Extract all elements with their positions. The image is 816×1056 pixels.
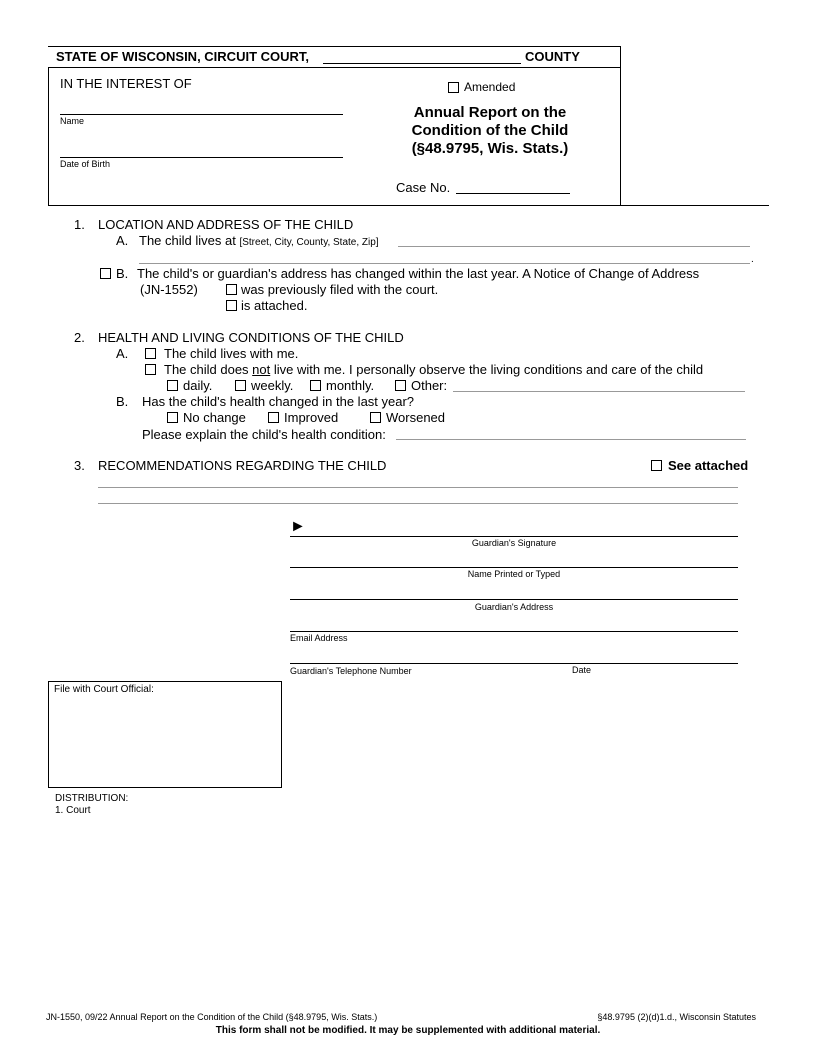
other-label: Other: [411,378,448,393]
date-caption: Date [572,665,592,675]
address-changed-text: The child's or guardian's address has changed within the last year. A Notice of Change of Address [137,266,700,281]
previously-filed-label: was previously filed with the court. [241,282,439,297]
title-line-2: Condition of the Child [411,122,569,139]
file-with-court-label: File with Court Official: [54,684,154,695]
not-emphasis: not [252,362,271,377]
county-label: COUNTY [525,49,580,64]
child-address-line-2[interactable] [139,263,750,264]
dob-caption: Date of Birth [60,159,111,169]
section1-b-label: B. [116,266,129,281]
not-live-with-me-checkbox[interactable] [145,364,156,375]
see-attached-label: See attached [668,458,749,473]
guardian-signature-caption: Guardian's Signature [471,538,557,548]
no-change-label: No change [183,410,246,425]
amended-label: Amended [464,80,516,94]
section2-heading: HEALTH AND LIVING CONDITIONS OF THE CHILD [98,330,404,345]
dob-field[interactable] [60,157,343,158]
not-live-post: live with me. I personally observe the living conditions and care of the child [270,362,704,377]
case-no-label: Case No. [396,180,451,195]
header-right-divider [620,46,621,206]
section1-heading: LOCATION AND ADDRESS OF THE CHILD [98,217,354,232]
name-printed-caption: Name Printed or Typed [467,569,561,579]
file-with-court-box[interactable] [48,681,282,788]
title-line-1: Annual Report on the [413,104,567,121]
telephone-date-field[interactable] [290,663,738,664]
section2-a-label: A. [116,346,129,361]
daily-label: daily. [183,378,213,393]
lives-with-me-label: The child lives with me. [164,346,299,361]
weekly-label: weekly. [251,378,294,393]
not-live-pre: The child does [164,362,253,377]
child-lives-at-label [139,233,379,248]
not-live-with-me-label [164,362,703,377]
guardian-address-caption: Guardian's Address [474,602,554,612]
distribution-heading: DISTRIBUTION: [55,793,129,804]
email-field[interactable] [290,631,738,632]
county-field[interactable] [323,63,521,64]
recommendations-line-2[interactable] [98,503,738,504]
worsened-checkbox[interactable] [370,412,381,423]
lives-with-me-checkbox[interactable] [145,348,156,359]
monthly-checkbox[interactable] [310,380,321,391]
child-address-line-1[interactable] [398,246,750,247]
see-attached-checkbox[interactable] [651,460,662,471]
monthly-label: monthly. [326,378,375,393]
section3-number: 3. [74,458,85,473]
section1-number: 1. [74,217,85,232]
title-line-3: (§48.9795, Wis. Stats.) [411,140,569,157]
header-bottom-rule [48,205,769,206]
footer-statute: §48.9795 (2)(d)1.d., Wisconsin Statutes [597,1012,756,1022]
telephone-caption: Guardian's Telephone Number [290,666,412,676]
form-title [370,104,610,158]
case-no-field[interactable] [456,193,570,194]
child-name-field[interactable] [60,114,343,115]
distribution-item-1: 1. Court [55,805,91,816]
child-lives-at-text: The child lives at [139,233,236,248]
no-change-checkbox[interactable] [167,412,178,423]
other-field[interactable] [453,391,745,392]
explain-health-field[interactable] [396,439,746,440]
footer-form-id: JN-1550, 09/22 Annual Report on the Condition of the Child (§48.9795, Wis. Stats.) [46,1012,378,1022]
previously-filed-checkbox[interactable] [226,284,237,295]
court-heading: STATE OF WISCONSIN, CIRCUIT COURT, [56,49,310,64]
section3-heading: RECOMMENDATIONS REGARDING THE CHILD [98,458,387,473]
section2-number: 2. [74,330,85,345]
jn1552-label: (JN-1552) [140,282,198,297]
address-period: . [751,254,754,265]
signature-arrow-icon: ► [290,518,306,535]
header-top-rule [48,46,620,47]
other-checkbox[interactable] [395,380,406,391]
header-left-divider [48,67,49,206]
footer-notice: This form shall not be modified. It may be supplemented with additional material. [215,1025,601,1036]
worsened-label: Worsened [386,410,446,425]
weekly-checkbox[interactable] [235,380,246,391]
health-changed-question: Has the child's health changed in the last year? [142,394,415,409]
is-attached-checkbox[interactable] [226,300,237,311]
address-hint: [Street, City, County, State, Zip] [239,237,379,248]
daily-checkbox[interactable] [167,380,178,391]
interest-of-label: IN THE INTEREST OF [60,76,192,91]
amended-checkbox[interactable] [448,82,459,93]
section2-b-label: B. [116,394,129,409]
name-printed-field[interactable] [290,567,738,568]
guardian-address-field[interactable] [290,599,738,600]
is-attached-label: is attached. [241,298,308,313]
guardian-signature-field[interactable] [290,536,738,537]
improved-checkbox[interactable] [268,412,279,423]
recommendations-line-1[interactable] [98,487,738,488]
header-court-rule [48,67,620,68]
section1-a-label: A. [116,233,129,248]
explain-health-label: Please explain the child's health condition: [142,427,386,442]
address-changed-checkbox[interactable] [100,268,111,279]
name-caption: Name [60,116,85,126]
email-caption: Email Address [290,633,348,643]
improved-label: Improved [284,410,339,425]
